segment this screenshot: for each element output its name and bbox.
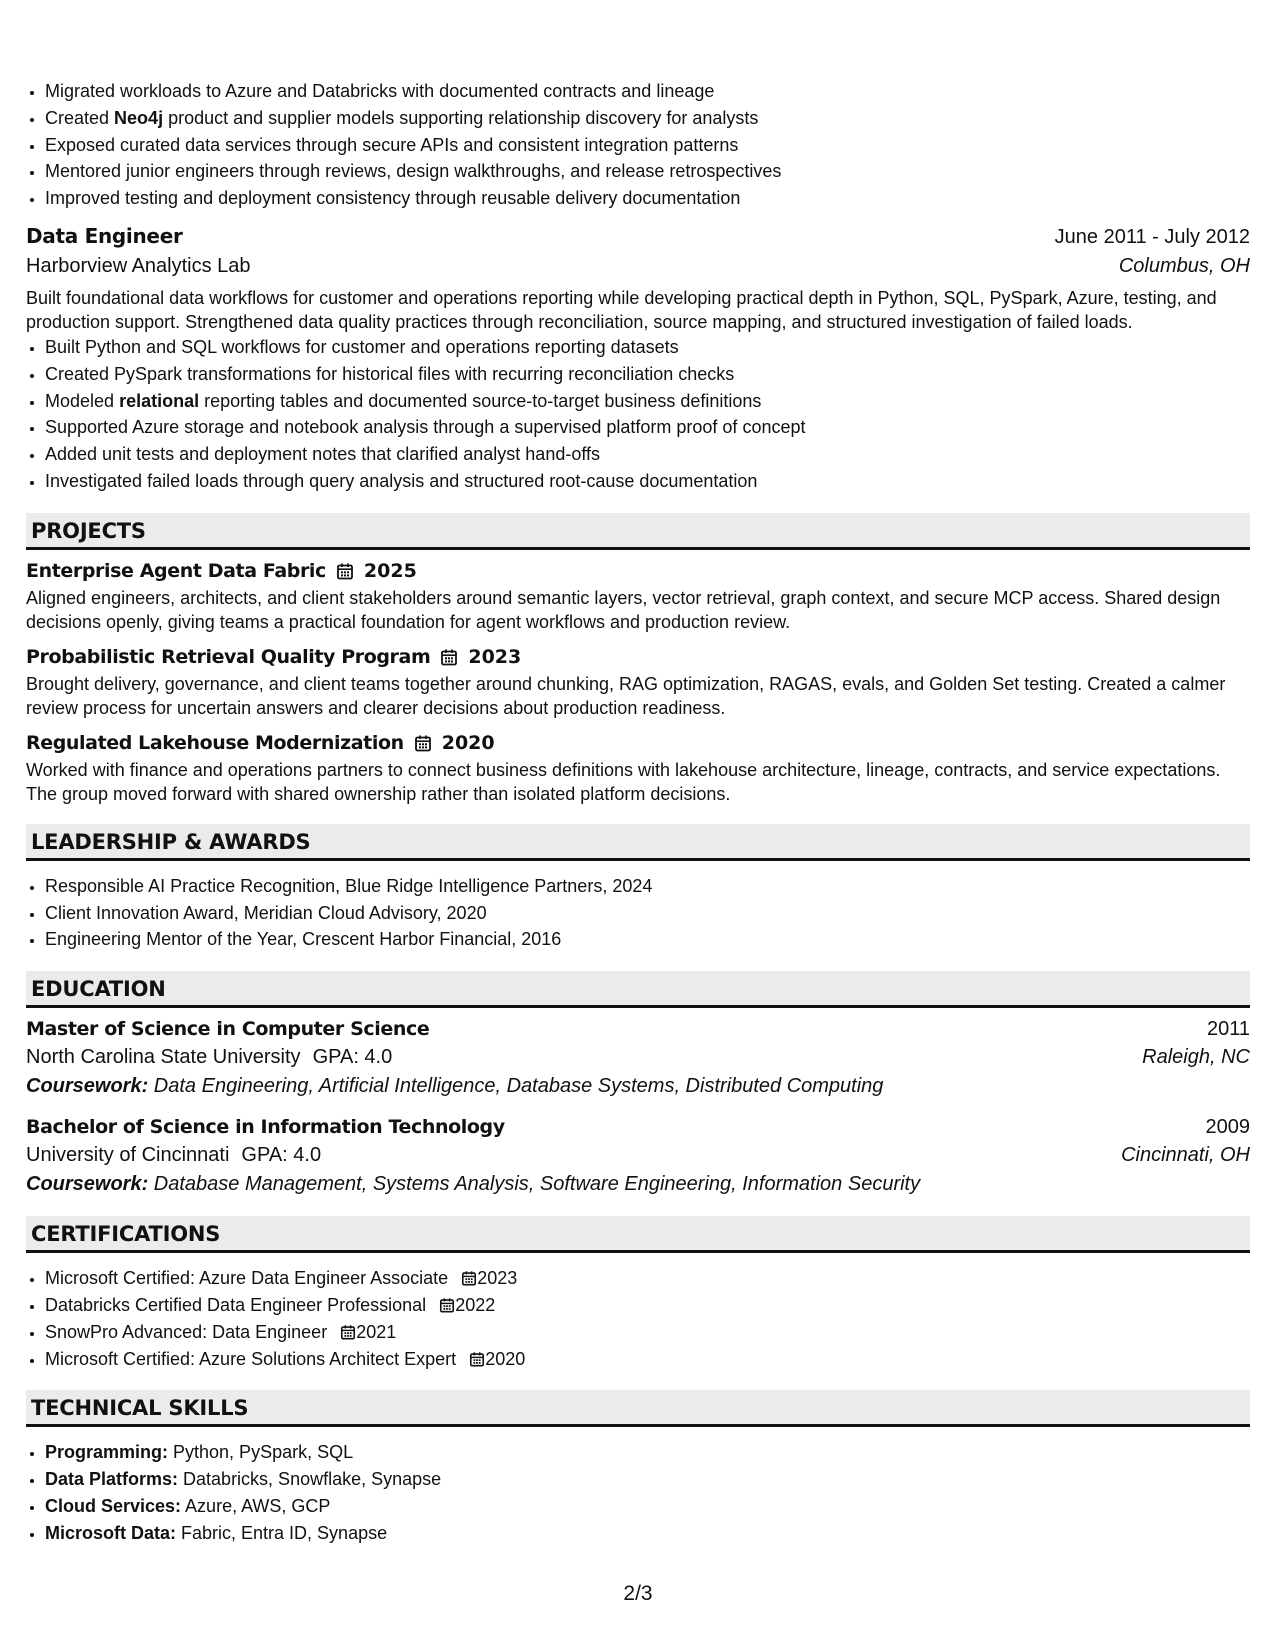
section-heading-certifications: CERTIFICATIONS — [26, 1216, 1250, 1253]
list-item — [45, 1346, 1250, 1373]
calendar-icon — [414, 734, 432, 752]
list-item — [45, 1319, 1250, 1346]
job-header — [26, 224, 1250, 249]
previous-job-bullets — [26, 78, 1250, 212]
list-item — [45, 1292, 1250, 1319]
section-heading-education: EDUCATION — [26, 971, 1250, 1008]
cert-name: SnowPro Advanced: Data Engineer — [45, 1321, 328, 1342]
skill-value: Azure, AWS, GCP — [181, 1495, 331, 1516]
school-name: North Carolina State University — [26, 1046, 301, 1069]
list-item — [45, 1439, 1250, 1466]
degree-year: 2009 — [1205, 1116, 1250, 1139]
section-heading-leadership: LEADERSHIP & AWARDS — [26, 824, 1250, 861]
section-heading-skills: TECHNICAL SKILLS — [26, 1390, 1250, 1427]
calendar-icon — [461, 1270, 477, 1286]
project-year: 2020 — [441, 731, 495, 754]
degree-title: Master of Science in Computer Science — [26, 1018, 430, 1041]
job-subheader — [26, 255, 1250, 278]
list-item: • Added unit tests and deployment notes that clarified analyst hand-offs — [45, 441, 1250, 468]
calendar-icon — [340, 1324, 356, 1340]
list-item: • Created PySpark transformations for historical files with recurring reconciliation checks — [45, 361, 1250, 388]
gpa: GPA: 4.0 — [241, 1144, 322, 1167]
list-item — [45, 1466, 1250, 1493]
cert-name: Microsoft Certified: Azure Solutions Architect Expert — [45, 1348, 457, 1369]
school-name: University of Cincinnati — [26, 1144, 230, 1167]
job-title: Data Engineer — [26, 223, 183, 248]
list-item: • Exposed curated data services through secure APIs and consistent integration patterns — [45, 132, 1250, 159]
skills-list — [26, 1439, 1250, 1546]
project-description: Aligned engineers, architects, and client stakeholders around semantic layers, vector retrieval, graph context, and secure MCP access. Shared design decisions openly, giving teams a practical foundation for agent workflows and production review. — [26, 587, 1221, 632]
certifications-list — [26, 1265, 1250, 1372]
job-summary: Built foundational data workflows for customer and operations reporting while developing practical depth in Python, SQL, PySpark, Azure, testing, and production support. Strengthened data quality practices through reconciliation, source mapping, and structured investigation of failed loads. — [26, 287, 1217, 332]
calendar-icon — [440, 648, 458, 666]
project-description: Brought delivery, governance, and client teams together around chunking, RAG optimization, RAGAS, evals, and Golden Set testing. Created a calmer review process for uncertain answers and clearer decisions about production readiness. — [26, 673, 1226, 718]
list-item: • Created Neo4j product and supplier models supporting relationship discovery for analysts — [45, 105, 1250, 132]
job-bullets — [26, 334, 1250, 495]
list-item: • Investigated failed loads through query analysis and structured root-cause documentation — [45, 468, 1250, 495]
cert-year: 2021 — [356, 1321, 397, 1342]
list-item: • Supported Azure storage and notebook analysis through a supervised platform proof of concept — [45, 414, 1250, 441]
school-location: Cincinnati, OH — [1121, 1144, 1250, 1167]
list-item — [45, 1493, 1250, 1520]
school-location: Raleigh, NC — [1142, 1046, 1250, 1069]
project-year: 2023 — [468, 645, 522, 668]
project-title: Probabilistic Retrieval Quality Program — [26, 645, 431, 668]
education-item — [26, 1116, 1250, 1196]
page-number: 2/3 — [623, 1582, 653, 1605]
skill-value: Fabric, Entra ID, Synapse — [176, 1522, 388, 1543]
list-item: • Responsible AI Practice Recognition, Blue Ridge Intelligence Partners, 2024 — [45, 873, 1250, 900]
project-title: Enterprise Agent Data Fabric — [26, 559, 326, 582]
cert-year: 2023 — [477, 1268, 518, 1289]
list-item: • Improved testing and deployment consistency through reusable delivery documentation — [45, 185, 1250, 212]
cert-name: Databricks Certified Data Engineer Professional — [45, 1294, 427, 1315]
gpa: GPA: 4.0 — [312, 1046, 393, 1069]
list-item: • Client Innovation Award, Meridian Cloud Advisory, 2020 — [45, 900, 1250, 927]
project-item — [26, 646, 1250, 720]
cert-year: 2022 — [455, 1294, 496, 1315]
coursework: Coursework: Data Engineering, Artificial Intelligence, Database Systems, Distributed Computing — [26, 1075, 884, 1098]
project-item — [26, 560, 1250, 634]
skill-label: Microsoft Data: — [45, 1522, 177, 1543]
calendar-icon — [336, 562, 354, 580]
coursework-label: Coursework: — [26, 1173, 149, 1196]
project-description: Worked with finance and operations partners to connect business definitions with lakehouse architecture, lineage, contracts, and service expectations. The group moved forward with shared ownership rather than isolated platform decisions. — [26, 759, 1221, 804]
skill-value: Python, PySpark, SQL — [168, 1442, 354, 1463]
list-item: • Mentored junior engineers through reviews, design walkthroughs, and release retrospectives — [45, 158, 1250, 185]
skill-label: Data Platforms: — [45, 1469, 179, 1490]
cert-name: Microsoft Certified: Azure Data Engineer Associate — [45, 1268, 449, 1289]
job-dates: June 2011 - July 2012 — [1054, 225, 1250, 248]
list-item: • Modeled relational reporting tables and documented source-to-target business definitions — [45, 388, 1250, 415]
degree-year: 2011 — [1206, 1018, 1250, 1041]
skill-value: Databricks, Snowflake, Synapse — [178, 1469, 442, 1490]
list-item — [45, 1265, 1250, 1292]
project-title: Regulated Lakehouse Modernization — [26, 731, 404, 754]
skill-label: Programming: — [45, 1442, 169, 1463]
job-location: Columbus, OH — [1118, 254, 1250, 277]
resume-page — [26, 78, 1250, 1605]
section-heading-projects: PROJECTS — [26, 513, 1250, 550]
degree-title: Bachelor of Science in Information Technology — [26, 1116, 505, 1139]
list-item: • Engineering Mentor of the Year, Crescent Harbor Financial, 2016 — [45, 926, 1250, 953]
skill-label: Cloud Services: — [45, 1495, 182, 1516]
bold-keyword: relational — [119, 390, 200, 411]
list-item: • Built Python and SQL workflows for customer and operations reporting datasets — [45, 334, 1250, 361]
cert-year: 2020 — [485, 1348, 526, 1369]
education-item — [26, 1018, 1250, 1098]
coursework-label: Coursework: — [26, 1075, 149, 1098]
coursework: Coursework: Database Management, Systems Analysis, Software Engineering, Information Security — [26, 1173, 921, 1196]
calendar-icon — [439, 1297, 455, 1313]
project-item — [26, 732, 1250, 806]
calendar-icon — [469, 1351, 485, 1367]
project-year: 2025 — [363, 559, 417, 582]
awards-list — [26, 873, 1250, 953]
job-organization: Harborview Analytics Lab — [26, 254, 251, 277]
list-item — [45, 1520, 1250, 1547]
bold-keyword: Neo4j — [114, 107, 164, 128]
list-item: • Migrated workloads to Azure and Databricks with documented contracts and lineage — [45, 78, 1250, 105]
